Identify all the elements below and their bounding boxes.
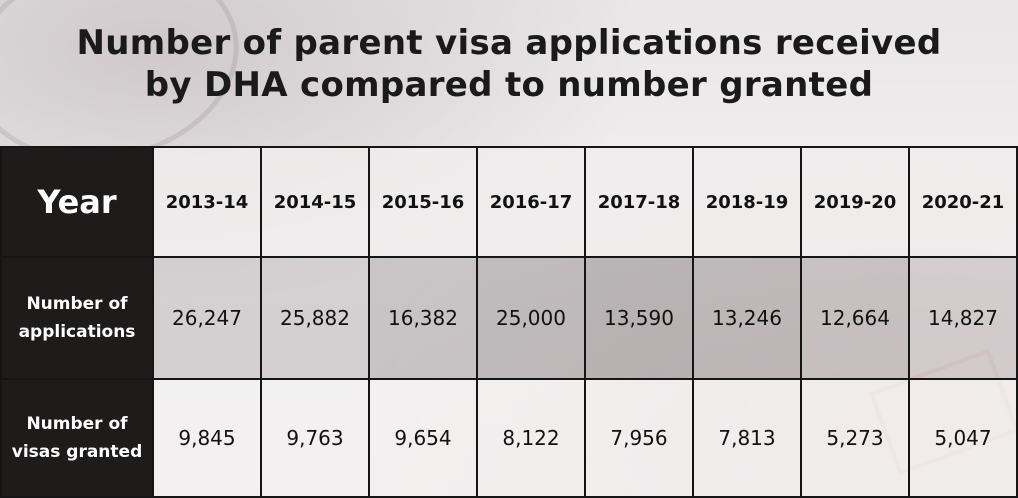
- applications-row: [1, 257, 1017, 379]
- applications-cell: 13,246: [693, 257, 801, 379]
- applications-cell: 25,882: [261, 257, 369, 379]
- granted-cell: 9,763: [261, 379, 369, 497]
- granted-cell: 7,813: [693, 379, 801, 497]
- year-cell: 2014-15: [261, 147, 369, 257]
- applications-header-cell: [1, 257, 153, 379]
- year-header-cell: Year: [1, 147, 153, 257]
- applications-cell: 14,827: [909, 257, 1017, 379]
- applications-cell: 25,000: [477, 257, 585, 379]
- title-line-2: by DHA compared to number granted: [144, 65, 874, 105]
- applications-cell: 16,382: [369, 257, 477, 379]
- visa-data-table: [0, 146, 1018, 498]
- year-cell: 2019-20: [801, 147, 909, 257]
- granted-cell: 9,845: [153, 379, 261, 497]
- year-cell: 2018-19: [693, 147, 801, 257]
- year-cell: 2020-21: [909, 147, 1017, 257]
- year-row: [1, 147, 1017, 257]
- year-cell: 2016-17: [477, 147, 585, 257]
- applications-cell: 26,247: [153, 257, 261, 379]
- granted-cell: 8,122: [477, 379, 585, 497]
- granted-cell: 7,956: [585, 379, 693, 497]
- granted-row: [1, 379, 1017, 497]
- applications-cell: 13,590: [585, 257, 693, 379]
- applications-label-line-2: applications: [18, 322, 136, 342]
- granted-label-line-2: visas granted: [11, 442, 143, 462]
- granted-cell: 9,654: [369, 379, 477, 497]
- granted-cell: 5,273: [801, 379, 909, 497]
- year-cell: 2015-16: [369, 147, 477, 257]
- title-line-1: Number of parent visa applications received: [76, 23, 942, 63]
- applications-cell: 12,664: [801, 257, 909, 379]
- granted-label-line-1: Number of: [26, 414, 128, 434]
- year-cell: 2017-18: [585, 147, 693, 257]
- chart-title: [0, 22, 1018, 106]
- granted-cell: 5,047: [909, 379, 1017, 497]
- year-cell: 2013-14: [153, 147, 261, 257]
- granted-header-cell: [1, 379, 153, 497]
- applications-label-line-1: Number of: [26, 294, 128, 314]
